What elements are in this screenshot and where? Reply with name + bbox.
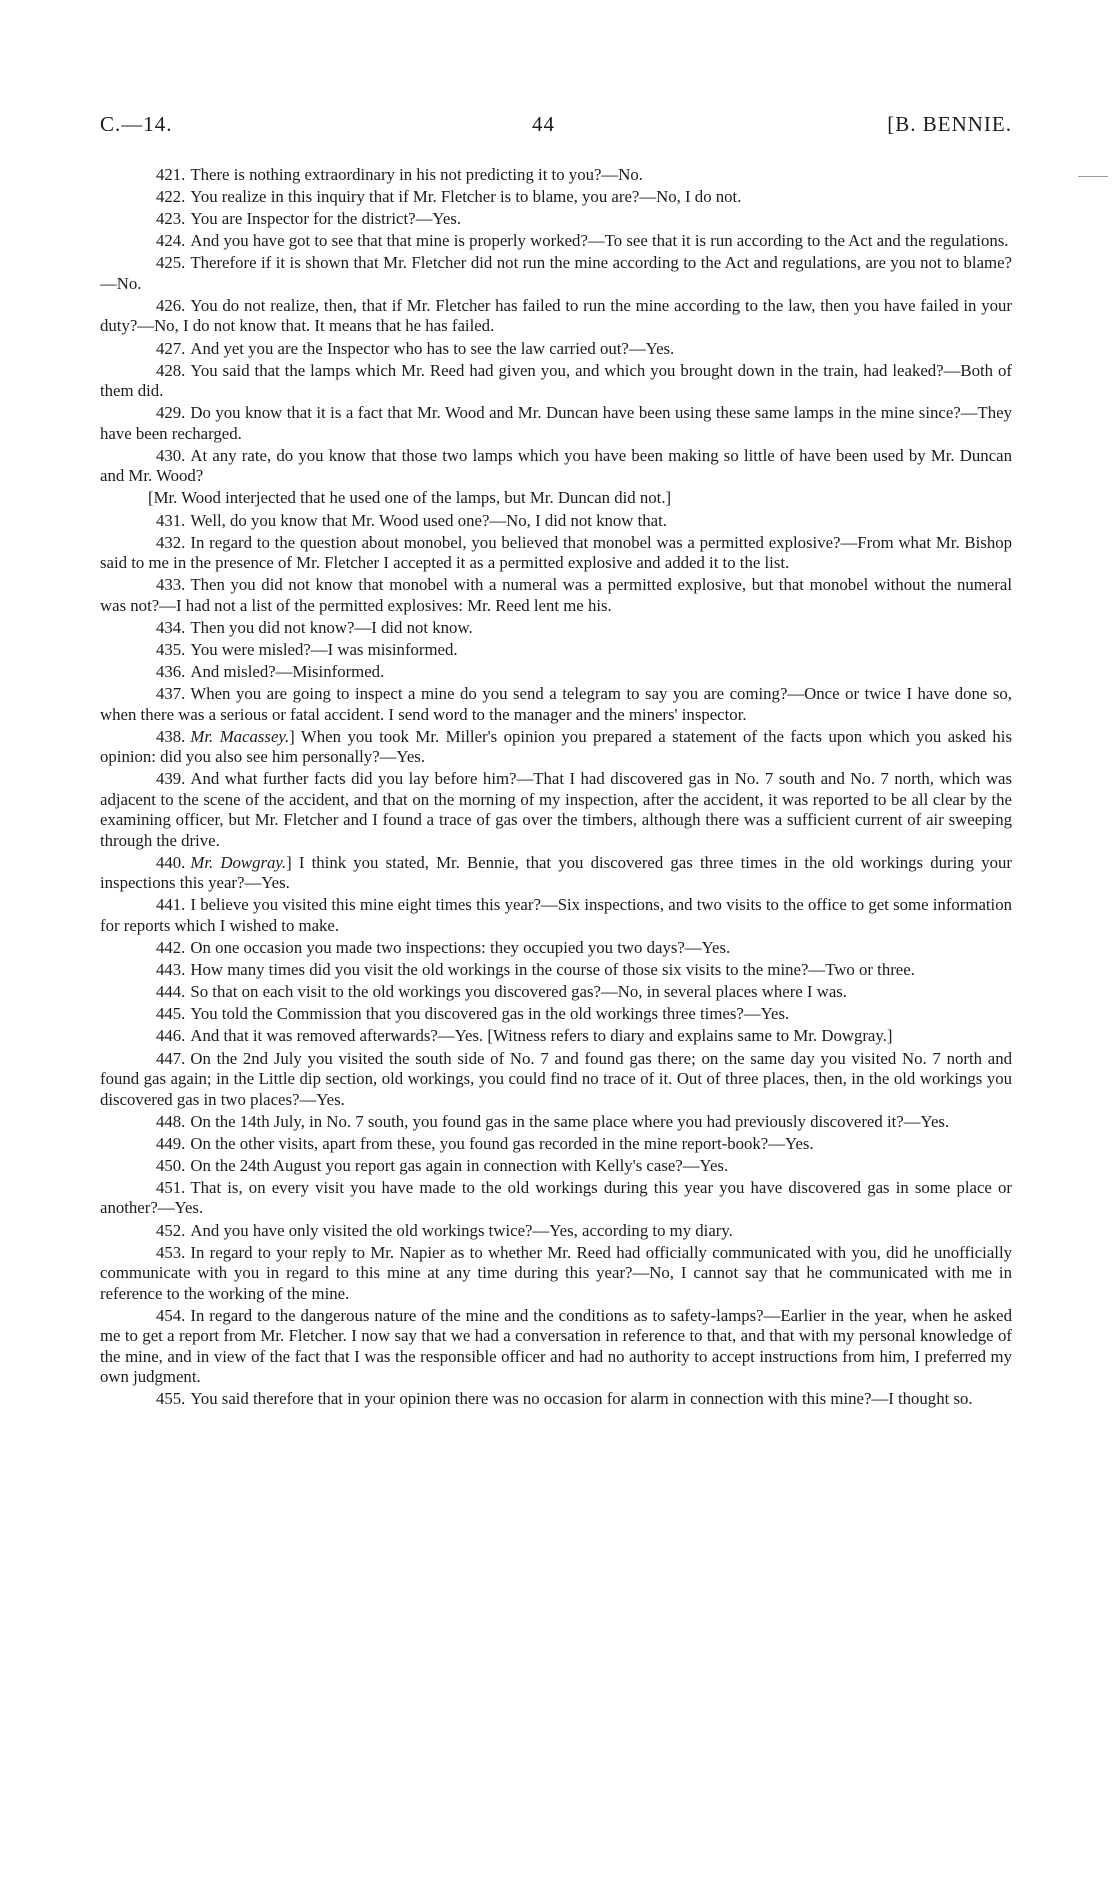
question-number: 433. [156, 575, 186, 595]
testimony-paragraph: 440. Mr. Dowgray.] I think you stated, Mr. Bennie, that you discovered gas three times in the old workings during your inspections this year?—Yes. [100, 852, 1012, 893]
testimony-paragraph [100, 1049, 1012, 1111]
testimony-paragraph [100, 640, 1012, 661]
testimony-paragraph [100, 296, 1012, 337]
page-header [100, 112, 1012, 152]
question-answer-text: Therefore if it is shown that Mr. Fletcher did not run the mine according to the Act and regulations, are you not to blame?—No. [100, 253, 1012, 293]
question-number: 449. [156, 1133, 186, 1153]
question-answer-text: When you are going to inspect a mine do you send a telegram to say you are coming?—Once or twice I have done so, when there was a serious or fatal accident. I send word to the manager and the miners' inspector. [100, 684, 1012, 724]
question-answer-text: When you took Mr. Miller's opinion you prepared a statement of the facts upon which you asked his opinion: did you also see him personally?—Yes. [100, 726, 1012, 767]
question-answer-text: And you have got to see that that mine is properly worked?—To see that it is run according to the Act and the regulations. [190, 231, 1009, 251]
question-answer-text: How many times did you visit the old workings in the course of those six visits to the mine?—Two or three. [190, 960, 915, 980]
testimony-paragraph [100, 533, 1012, 574]
question-answer-text: Do you know that it is a fact that Mr. Wood and Mr. Duncan have been using these same lamps in the mine since?—They have been recharged. [100, 403, 1012, 443]
question-answer-text: And you have only visited the old workings twice?—Yes, according to my diary. [190, 1220, 733, 1240]
question-number: 450. [156, 1155, 186, 1175]
testimony-paragraph [100, 982, 1012, 1003]
question-answer-text: You told the Commission that you discovered gas in the old workings three times?—Yes. [190, 1004, 790, 1024]
question-number: 436. [156, 662, 186, 681]
testimony-paragraph [100, 684, 1012, 725]
question-number: 425. [156, 253, 186, 273]
testimony-paragraph [100, 253, 1012, 294]
testimony-paragraph [100, 187, 1012, 208]
speaker-name: Mr. Dowgray. [190, 852, 287, 872]
testimony-paragraph [100, 769, 1012, 851]
question-answer-text: You said that the lamps which Mr. Reed had given you, and which you brought down in the train, had leaked?—Both of them did. [100, 360, 1012, 401]
testimony-paragraph [100, 209, 1012, 230]
question-number: 443. [156, 960, 186, 980]
question-answer-text: On the 24th August you report gas again in connection with Kelly's case?—Yes. [190, 1155, 729, 1175]
question-number: 426. [156, 295, 186, 315]
question-number: 447. [156, 1048, 186, 1068]
question-answer-text: Then you did not know that monobel with a numeral was a permitted explosive, but that monobel without the numeral was not?—I had not a list of the permitted explosives: Mr. Reed lent me his. [100, 575, 1012, 615]
speaker-name: Mr. Macassey. [190, 726, 290, 746]
testimony-paragraph [100, 575, 1012, 616]
testimony-paragraph [100, 446, 1012, 487]
testimony-paragraph: 438. Mr. Macassey.] When you took Mr. Miller's opinion you prepared a statement of the facts upon which you asked his opinion: did you also see him personally?—Yes. [100, 726, 1012, 767]
question-number: 446. [156, 1026, 186, 1046]
question-number: 448. [156, 1111, 186, 1131]
question-answer-text: I think you stated, Mr. Bennie, that you discovered gas three times in the old workings during your inspections this year?—Yes. [100, 852, 1012, 893]
question-answer-text: Then you did not know?—I did not know. [190, 617, 473, 637]
question-number: 451. [156, 1177, 186, 1197]
testimony-paragraph [100, 1112, 1012, 1133]
testimony-paragraph [100, 361, 1012, 402]
question-number: 442. [156, 938, 186, 958]
testimony-paragraph [100, 1134, 1012, 1155]
testimony-paragraph [100, 339, 1012, 360]
question-number: 455. [156, 1389, 186, 1409]
margin-mark [1078, 176, 1108, 177]
testimony-paragraph [100, 895, 1012, 936]
witness-name: [B. BENNIE. [887, 112, 1012, 136]
question-answer-text: On the 2nd July you visited the south side of No. 7 and found gas there; on the same day you visited No. 7 north and found gas again; in the Little dip section, old workings, you could find no trace of it. Out of three places, then, in the old workings you discovered gas in two places?—Yes. [100, 1048, 1012, 1109]
question-number: 452. [156, 1220, 186, 1240]
testimony-paragraph [100, 1221, 1012, 1242]
question-number: 423. [156, 209, 186, 229]
question-answer-text: [Mr. Wood interjected that he used one of the lamps, but Mr. Duncan did not.] [148, 488, 672, 508]
question-number: 429. [156, 403, 186, 423]
question-answer-text: You are Inspector for the district?—Yes. [190, 209, 462, 229]
question-answer-text: You do not realize, then, that if Mr. Fletcher has failed to run the mine according to the law, then you have failed in your duty?—No, I do not know that. It means that he has failed. [100, 295, 1012, 336]
question-answer-text: On the other visits, apart from these, you found gas recorded in the mine report-book?—Yes. [190, 1133, 814, 1153]
question-answer-text: At any rate, do you know that those two lamps which you have been making so little of have been used by Mr. Duncan and Mr. Wood? [100, 445, 1012, 486]
question-answer-text: You said therefore that in your opinion there was no occasion for alarm in connection with this mine?—I thought so. [190, 1389, 973, 1409]
question-answer-text: You were misled?—I was misinformed. [190, 639, 458, 659]
question-number: 439. [156, 769, 186, 789]
question-number: 437. [156, 684, 186, 704]
testimony-paragraph [100, 1026, 1012, 1047]
question-number: 430. [156, 445, 186, 465]
testimony-paragraph [100, 488, 1012, 509]
testimony-paragraph [100, 165, 1012, 186]
page-number: 44 [532, 112, 555, 136]
question-number: 424. [156, 231, 186, 251]
question-number: 441. [156, 895, 186, 915]
question-answer-text: You realize in this inquiry that if Mr. Fletcher is to blame, you are?—No, I do not. [190, 187, 742, 207]
question-number: 434. [156, 617, 186, 637]
question-number: 454. [156, 1305, 186, 1325]
question-number: 431. [156, 510, 186, 530]
testimony-paragraph [100, 231, 1012, 252]
testimony-paragraph [100, 960, 1012, 981]
question-answer-text: There is nothing extraordinary in his not predicting it to you?—No. [190, 165, 643, 184]
testimony-paragraph [100, 1004, 1012, 1025]
testimony-paragraph [100, 1243, 1012, 1305]
testimony-paragraph [100, 403, 1012, 444]
question-answer-text: On the 14th July, in No. 7 south, you found gas in the same place where you had previously discovered it?—Yes. [190, 1111, 950, 1131]
question-answer-text: In regard to the dangerous nature of the mine and the conditions as to safety-lamps?—Earlier in the year, when he asked me to get a report from Mr. Fletcher. I now say that we had a conversation in reference to that, and that with my personal knowledge of the mine, and in view of the fact that I was the responsible officer and had no authority to accept instructions from him, I preferred my own judgment. [100, 1305, 1012, 1387]
question-number: 440. [156, 852, 186, 872]
question-number: 432. [156, 532, 186, 552]
testimony-paragraph [100, 1156, 1012, 1177]
testimony-paragraph [100, 618, 1012, 639]
question-answer-text: In regard to the question about monobel, you believed that monobel was a permitted explosive?—From what Mr. Bishop said to me in the presence of Mr. Fletcher I accepted it as a permitted explosive and added it to the list. [100, 532, 1012, 573]
question-number: 428. [156, 360, 186, 380]
question-number: 435. [156, 639, 186, 659]
question-answer-text: In regard to your reply to Mr. Napier as to whether Mr. Reed had officially communicated with you, did he unofficially communicate with you in regard to this mine at any time during this year?—No, I cannot say that he communicated with me in reference to the working of the mine. [100, 1242, 1012, 1303]
testimony-paragraph [100, 511, 1012, 532]
question-number: 427. [156, 338, 186, 358]
paper-number: C.—14. [100, 112, 173, 136]
question-answer-text: So that on each visit to the old workings you discovered gas?—No, in several places where I was. [190, 982, 848, 1002]
testimony-paragraph [100, 662, 1012, 683]
question-number: 444. [156, 982, 186, 1002]
question-number: 453. [156, 1242, 186, 1262]
question-number: 438. [156, 726, 186, 746]
testimony-body [100, 165, 1012, 1411]
question-number: 421. [156, 165, 186, 184]
testimony-paragraph [100, 1178, 1012, 1219]
question-answer-text: I believe you visited this mine eight times this year?—Six inspections, and two visits to the office to get some information for reports which I wished to make. [100, 895, 1012, 935]
question-answer-text: And misled?—Misinformed. [190, 662, 385, 681]
question-answer-text: And what further facts did you lay before him?—That I had discovered gas in No. 7 south and No. 7 north, which was adjacent to the scene of the accident, and that on the morning of my inspection, after the accident, it was reported to be all clear by the examining officer, but Mr. Fletcher and I found a trace of gas over the timbers, although there was a sufficient current of air sweeping through the drive. [100, 769, 1012, 850]
question-number: 445. [156, 1004, 186, 1024]
testimony-paragraph [100, 1389, 1012, 1410]
question-answer-text: That is, on every visit you have made to the old workings during this year you have discovered gas in some place or another?—Yes. [100, 1177, 1012, 1218]
question-answer-text: Well, do you know that Mr. Wood used one?—No, I did not know that. [190, 510, 667, 530]
question-answer-text: On one occasion you made two inspections: they occupied you two days?—Yes. [190, 938, 731, 958]
testimony-paragraph [100, 938, 1012, 959]
question-answer-text: And that it was removed afterwards?—Yes. [Witness refers to diary and explains same to Mr. Dowgray.] [190, 1026, 893, 1046]
question-number: 422. [156, 187, 186, 207]
testimony-paragraph [100, 1306, 1012, 1388]
question-answer-text: And yet you are the Inspector who has to see the law carried out?—Yes. [190, 338, 675, 358]
